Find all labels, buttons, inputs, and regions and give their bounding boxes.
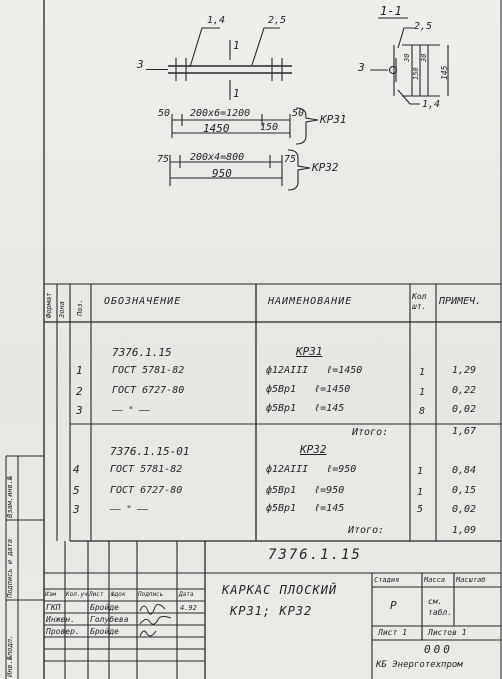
kr32-dim-total: 950: [212, 167, 232, 180]
sheet-number: Лист 1: [378, 628, 407, 637]
kr31-dim-total: 1450: [203, 122, 230, 135]
row-qty: 1: [419, 367, 426, 378]
top-dim-d2: 2,5: [268, 15, 287, 26]
section-dim-top: 2,5: [414, 21, 433, 32]
header-designation: ОБОЗНАЧЕНИЕ: [104, 296, 182, 307]
role-label: Инжен.: [46, 615, 75, 624]
kr31-dim-sub: 150: [260, 122, 279, 133]
person-name: Бройде: [90, 627, 119, 636]
section-dim-h1: 145: [440, 65, 449, 80]
row-note: 0,02: [452, 404, 477, 415]
header-pos: Поз.: [76, 299, 84, 316]
row-name: КР31: [296, 345, 323, 358]
sign-date: 4.92: [180, 604, 197, 612]
row-note: 0,84: [452, 465, 477, 476]
row-name: ф5Вр1 ℓ=1450: [266, 384, 351, 395]
row-name: КР32: [300, 443, 327, 456]
row-designation: ГОСТ 5781-82: [112, 365, 185, 376]
header-note: ПРИМЕЧ.: [439, 296, 482, 307]
title-line1: КАРКАС ПЛОСКИЙ: [222, 583, 338, 597]
kr31-dim-right: 50: [292, 108, 305, 119]
row-note: 1,67: [452, 426, 477, 437]
row-qty: 1: [417, 487, 424, 498]
kr32-label: КР32: [312, 161, 339, 174]
col-header: Подпись: [138, 591, 164, 598]
row-pos: 4: [73, 463, 80, 476]
doc-number: 7376.1.15: [268, 547, 362, 563]
section-dim-h3: 150: [412, 67, 420, 80]
header-qty: Кол шт.: [412, 292, 427, 312]
signature-engineer: [140, 617, 171, 625]
stage-value: Р: [390, 599, 397, 612]
row-pos: 3: [73, 503, 80, 516]
row-pos: 3: [76, 404, 83, 417]
person-name: Голубева: [90, 615, 129, 624]
role-label: Провер.: [46, 627, 80, 636]
kr31-dim-left: 50: [158, 108, 171, 119]
signature-checker: [140, 631, 156, 636]
kr32-dim-right: 75: [284, 154, 297, 165]
person-name: Бройде: [90, 603, 119, 612]
header-name: НАИМЕНОВАНИЕ: [268, 296, 353, 307]
stage-label: Стадия: [374, 576, 400, 584]
row-designation: 7376.1.15-01: [110, 445, 190, 458]
row-note: 0,22: [452, 385, 477, 396]
side-label-vzam: Взам.инв.№: [6, 475, 14, 518]
row-qty: 8: [419, 406, 426, 417]
row-note: 1,29: [452, 365, 477, 376]
section-title: 1-1: [380, 4, 402, 18]
row-note: 0,15: [452, 485, 477, 496]
row-name: ф5Вр1 ℓ=950: [266, 485, 345, 496]
col-header: Дата: [179, 591, 194, 598]
side-label-sign-date: Подпись и дата: [6, 538, 14, 598]
row-designation: ГОСТ 5781-82: [110, 464, 183, 475]
mass-label: Масса: [424, 576, 446, 584]
section-mark-bottom: 1: [233, 87, 240, 100]
col-header: Лист: [89, 591, 104, 598]
row-name: Итого:: [352, 427, 389, 438]
row-designation: ГОСТ 6727-80: [110, 485, 183, 496]
row-name: ф5Вр1 ℓ=145: [266, 403, 345, 414]
section-dim-bottom: 1,4: [422, 99, 441, 110]
header-zone: Зона: [58, 301, 66, 318]
row-qty: 1: [419, 387, 426, 398]
section-bar-label: 3: [358, 61, 365, 74]
section-mark-top: 1: [233, 39, 240, 52]
org-code: 000: [424, 643, 453, 656]
row-name: ф12АIII ℓ=1450: [266, 365, 363, 376]
bar-label-top: 3: [137, 58, 144, 71]
kr31-label: КР31: [320, 113, 347, 126]
col-header: Кол.уч: [66, 591, 88, 598]
row-pos: 5: [73, 484, 80, 497]
section-dim-h4: 30: [420, 53, 428, 62]
side-label-inv-orig: Инв.№подл.: [6, 634, 14, 677]
kr32-dim-mid: 200x4=800: [190, 152, 245, 163]
kr32-dim-left: 75: [157, 154, 170, 165]
row-pos: 2: [76, 385, 83, 398]
scale-label: Масштаб: [456, 576, 486, 584]
title-line2: КР31; КР32: [230, 604, 313, 618]
mass-value: см. табл.: [428, 597, 453, 618]
col-header: Изм: [45, 591, 56, 598]
section-dim-h2: 30: [403, 53, 411, 62]
org-name: КБ Энерготехпром: [376, 660, 463, 670]
top-dim-d1: 1,4: [207, 15, 226, 26]
row-name: ф5Вр1 ℓ=145: [266, 503, 345, 514]
row-note: 1,09: [452, 525, 477, 536]
row-designation: ГОСТ 6727-80: [112, 385, 185, 396]
kr31-dim-mid: 200x6=1200: [190, 108, 251, 119]
sheets-total: Листов 1: [428, 628, 467, 637]
row-qty: 1: [417, 466, 424, 477]
row-designation: —— " ——: [110, 505, 148, 515]
row-name: ф12АIII ℓ=950: [266, 464, 357, 475]
col-header: №док: [111, 591, 126, 598]
header-format: Формат: [45, 292, 53, 318]
role-label: ГКП: [46, 603, 61, 612]
row-pos: 1: [76, 364, 83, 377]
row-qty: 5: [417, 504, 424, 515]
row-name: Итого:: [348, 525, 385, 536]
row-note: 0,02: [452, 504, 477, 515]
row-designation: 7376.1.15: [112, 346, 172, 359]
row-designation: —— " ——: [112, 406, 150, 416]
